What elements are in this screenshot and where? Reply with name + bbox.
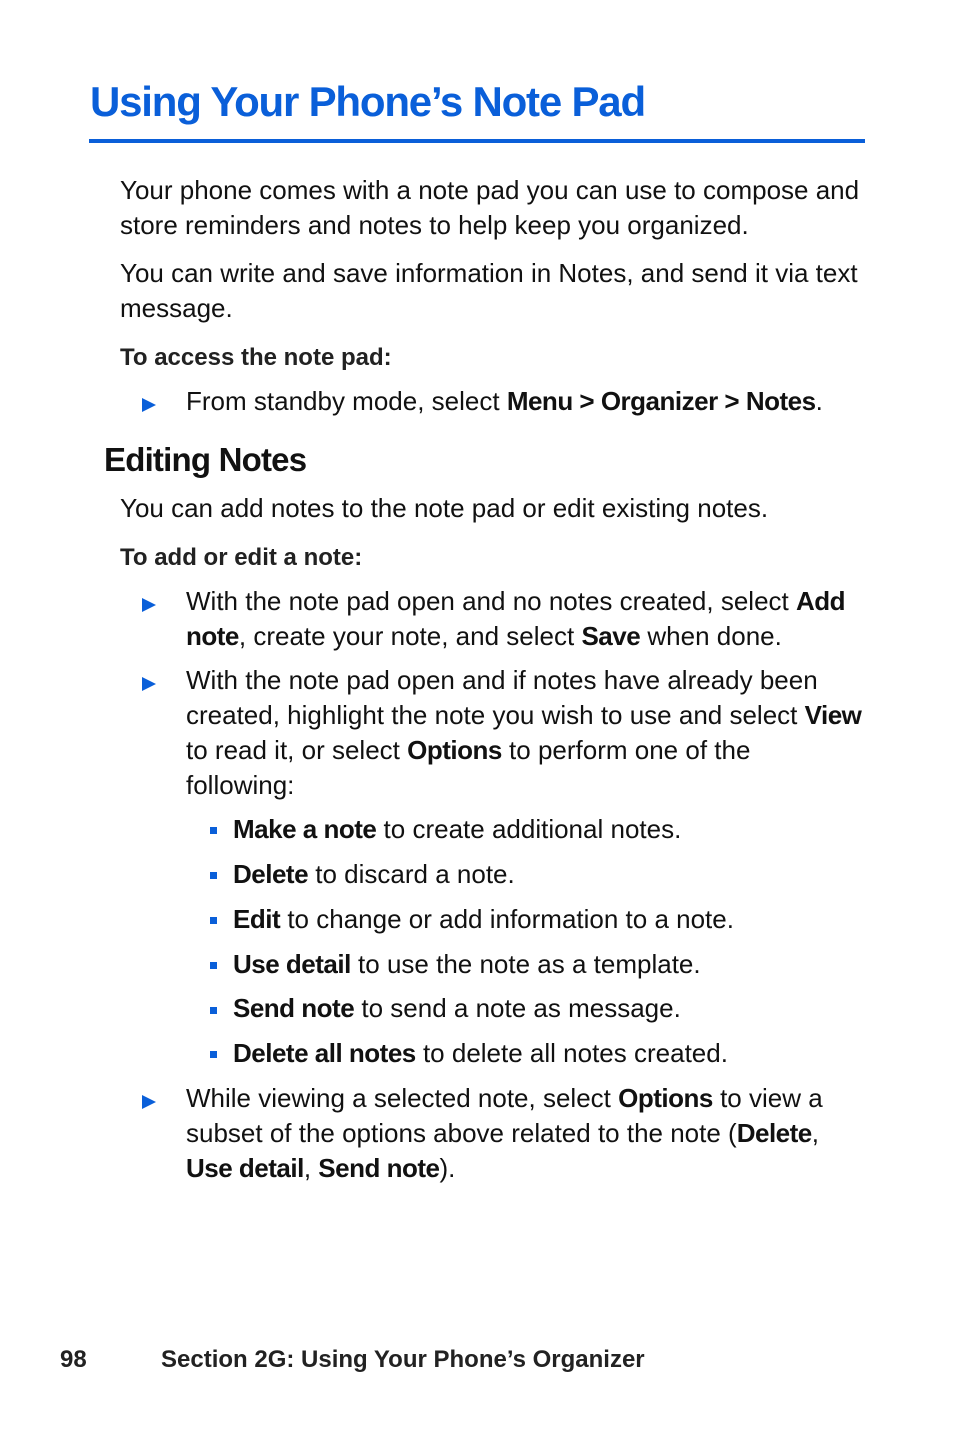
- access-step-text: From standby mode, select: [186, 386, 507, 416]
- step-text: to perform one of the following:: [186, 735, 751, 800]
- view-term: View: [804, 700, 862, 730]
- step-text: to view a subset of the options above related to the note (: [186, 1083, 823, 1148]
- step-view-options: [186, 663, 866, 803]
- step-text: ,: [303, 1153, 319, 1183]
- option-desc: to send a note as message.: [354, 993, 681, 1023]
- send-note-term: Send note: [318, 1153, 440, 1183]
- step-view-selected: [186, 1081, 866, 1186]
- intro-paragraph-2: You can write and save information in Notes, and send it via text message.: [120, 258, 858, 323]
- option-term: Edit: [233, 904, 281, 934]
- square-bullet-icon: [210, 827, 217, 834]
- triangle-bullet-icon: [142, 598, 156, 612]
- square-bullet-icon: [210, 917, 217, 924]
- option-item: [233, 947, 701, 982]
- step-add-note: [186, 584, 866, 654]
- option-desc: to use the note as a template.: [350, 949, 701, 979]
- option-term: Delete all notes: [233, 1038, 416, 1068]
- step-text: when done.: [640, 621, 782, 651]
- option-item: [233, 857, 515, 892]
- menu-path: Menu > Organizer > Notes: [506, 386, 816, 416]
- step-text: With the note pad open and no notes created, select: [186, 586, 796, 616]
- access-step: [186, 384, 866, 419]
- option-desc: to change or add information to a note.: [280, 904, 734, 934]
- square-bullet-icon: [210, 962, 217, 969]
- title-underline: [89, 139, 865, 143]
- use-detail-term: Use detail: [186, 1153, 304, 1183]
- option-desc: to discard a note.: [308, 859, 515, 889]
- triangle-bullet-icon: [142, 1095, 156, 1109]
- page-title: Using Your Phone’s Note Pad: [90, 78, 645, 125]
- footer-section-title: Section 2G: Using Your Phone’s Organizer: [161, 1346, 645, 1373]
- option-item: [233, 991, 681, 1026]
- step-text: ,: [811, 1118, 819, 1148]
- option-item: [233, 902, 734, 937]
- option-item: [233, 1036, 728, 1071]
- option-term: Make a note: [233, 814, 377, 844]
- options-term: Options: [407, 735, 502, 765]
- square-bullet-icon: [210, 1051, 217, 1058]
- option-term: Use detail: [233, 949, 351, 979]
- option-term: Delete: [233, 859, 309, 889]
- access-heading: To access the note pad:: [120, 344, 392, 371]
- intro-paragraph-1: Your phone comes with a note pad you can use to compose and store reminders and notes to help keep you organized.: [120, 175, 860, 240]
- option-desc: to create additional notes.: [376, 814, 682, 844]
- triangle-bullet-icon: [142, 677, 156, 691]
- step-text: With the note pad open and if notes have already been created, highlight the note you wish to use and select: [186, 665, 818, 730]
- step-text: While viewing a selected note, select: [186, 1083, 619, 1113]
- options-term: Options: [618, 1083, 713, 1113]
- delete-term: Delete: [736, 1118, 812, 1148]
- square-bullet-icon: [210, 1007, 217, 1014]
- option-desc: to delete all notes created.: [415, 1038, 728, 1068]
- step-text: , create your note, and select: [238, 621, 582, 651]
- section-intro: You can add notes to the note pad or edit existing notes.: [120, 493, 769, 523]
- add-edit-heading: To add or edit a note:: [120, 544, 363, 571]
- section-heading: Editing Notes: [104, 441, 307, 478]
- save-term: Save: [581, 621, 641, 651]
- add-note-term: Add note: [186, 586, 846, 651]
- step-text: to read it, or select: [186, 735, 408, 765]
- triangle-bullet-icon: [142, 398, 156, 412]
- page-number: 98: [60, 1346, 87, 1373]
- square-bullet-icon: [210, 872, 217, 879]
- access-step-end: .: [815, 386, 823, 416]
- option-term: Send note: [233, 993, 355, 1023]
- step-text: ).: [439, 1153, 456, 1183]
- option-item: [233, 812, 681, 847]
